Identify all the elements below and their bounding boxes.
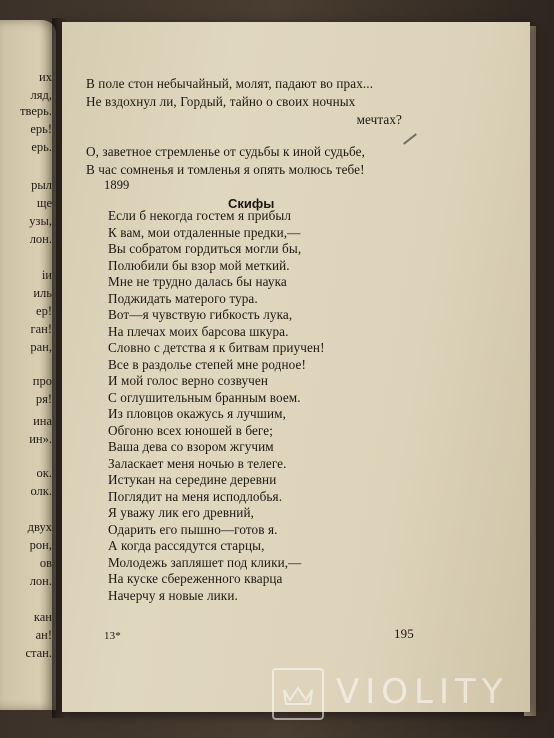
poem-line: Мне не трудно далась бы наука <box>108 274 287 289</box>
poem-line: Все в раздолье степей мне родное! <box>108 356 306 372</box>
page-number: 195 <box>394 626 414 641</box>
left-facing-page <box>0 20 56 710</box>
poem-line: И мой голос верно созвучен <box>108 373 268 388</box>
poem-line: Вот—я чувствую гибкость лука, <box>108 307 293 322</box>
left-page-fragment: ок. <box>36 466 52 480</box>
book-page <box>62 22 530 712</box>
left-page-fragment: ран, <box>30 340 52 354</box>
watermark-logo-icon <box>272 668 324 720</box>
poem-line: Ваша дева со взором жгучим <box>108 439 274 454</box>
left-page-fragment: ин». <box>29 432 52 446</box>
verse-line: В час сомненья и томленья я опять молюсь тебе! <box>86 162 365 177</box>
poem-line: Поджидать матерого тура. <box>108 290 258 306</box>
poem-line: Если б некогда гостем я прибыл <box>108 208 292 223</box>
poem-line: С оглушительным бранным воем. <box>108 389 301 405</box>
left-page-fragment: олк. <box>30 484 52 498</box>
signature-mark: 13* <box>104 630 121 642</box>
left-page-fragment: ерь! <box>30 122 52 136</box>
left-page-fragment: ще <box>36 196 52 210</box>
left-page-fragment: рон, <box>29 538 52 552</box>
left-page-fragment: кан <box>33 610 52 624</box>
poem-line: К вам, мои отдаленные предки,— <box>108 224 301 240</box>
left-page-fragment: ерь. <box>31 140 52 154</box>
left-page-fragment: узы, <box>29 214 52 228</box>
left-page-fragment: тверь. <box>20 104 52 118</box>
left-page-fragment: ина <box>33 414 52 428</box>
verse-line: Не вздохнул ли, Гордый, тайно о своих ночных <box>86 94 356 109</box>
left-page-fragment: ер! <box>36 304 52 318</box>
left-page-fragment: ган! <box>30 322 52 336</box>
poem-line: Начерчу я новые лики. <box>108 587 238 603</box>
verse-line: О, заветное стремленье от судьбы к иной судьбе, <box>86 144 365 159</box>
left-page-fragment: про <box>32 374 52 388</box>
poem-line: Одарить его пышно—готов я. <box>108 521 278 537</box>
left-page-fragment: ляд, <box>30 88 52 102</box>
left-page-fragment: двух <box>27 520 52 534</box>
poem-line: Словно с детства я к битвам приучен! <box>108 340 325 355</box>
left-page-fragment: ов <box>39 556 52 570</box>
left-page-fragment: лон. <box>29 232 52 246</box>
watermark-text: VIOLITY <box>336 672 509 712</box>
left-page-fragment: лон. <box>29 574 52 588</box>
poem-title: Скифы <box>228 196 275 211</box>
verse-line-continuation: мечтах? <box>356 112 402 127</box>
poem-line: Молодежь запляшет под клики,— <box>108 554 302 570</box>
poem-line: На куске сбереженного кварца <box>108 571 283 586</box>
poem-line: Вы собратом гордиться могли бы, <box>108 241 302 256</box>
left-page-fragment: ан! <box>35 628 52 642</box>
left-page-fragment: стан. <box>25 646 52 660</box>
left-page-fragment: рыл <box>31 178 52 192</box>
poem-line: Поглядит на меня исподлобья. <box>108 488 283 504</box>
left-page-fragment: ря! <box>35 392 52 406</box>
left-page-fragment: иль <box>33 286 52 300</box>
poem-line: Из пловцов окажусь я лучшим, <box>108 406 287 421</box>
verse-line: В поле стон небычайный, молят, падают во прах... <box>86 76 374 91</box>
left-page-fragment: их <box>39 70 52 84</box>
poem-line: На плечах моих барсова шкура. <box>108 323 289 339</box>
poem-year: 1899 <box>104 178 130 192</box>
poem-line: А когда рассядутся старцы, <box>108 538 265 553</box>
poem-line: Обгоню всех юношей в беге; <box>108 422 273 438</box>
poem-line: Я уважу лик его древний, <box>108 505 255 520</box>
poem-line: Заласкает меня ночью в телеге. <box>108 455 287 471</box>
left-page-fragment: іи <box>41 268 52 282</box>
poem-line: Полюбили бы взор мой меткий. <box>108 257 290 273</box>
poem-line: Истукан на середине деревни <box>108 472 277 487</box>
watermark <box>272 668 542 718</box>
